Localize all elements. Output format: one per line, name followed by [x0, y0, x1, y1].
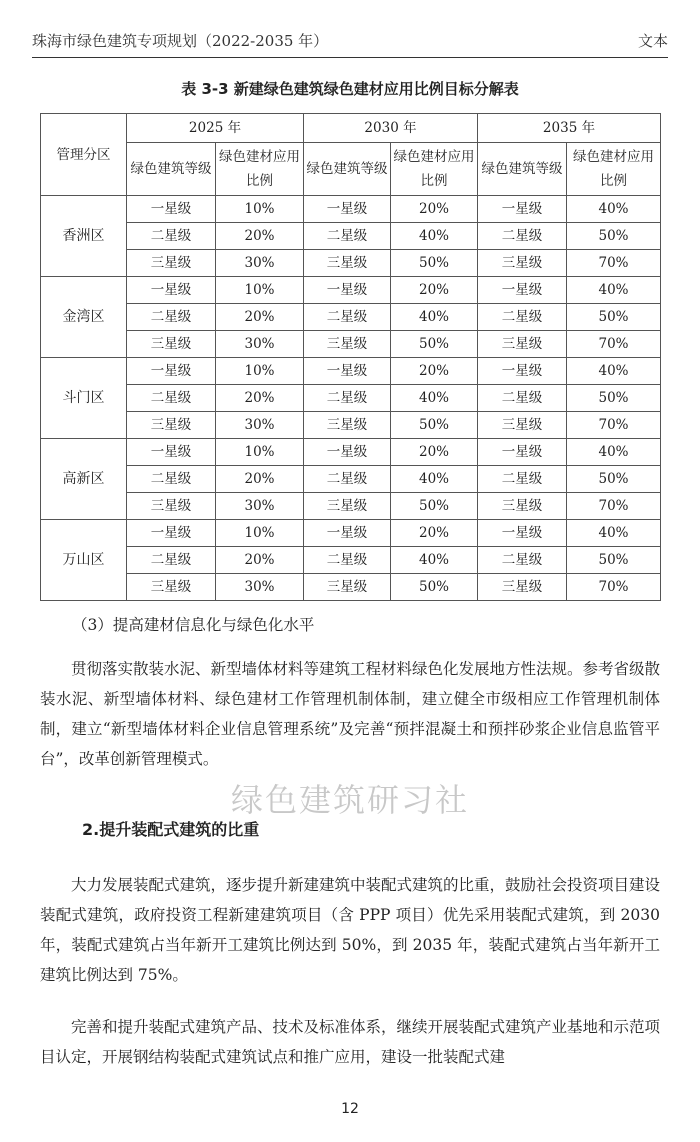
grade-cell: 三星级 [127, 331, 216, 358]
grade-cell: 三星级 [478, 574, 567, 601]
grade-cell: 二星级 [478, 304, 567, 331]
grade-cell: 二星级 [304, 304, 391, 331]
ratio-cell: 30% [216, 250, 304, 277]
ratio-cell: 20% [391, 439, 478, 466]
grade-cell: 二星级 [127, 304, 216, 331]
table-caption: 表 3-3 新建绿色建筑绿色建材应用比例目标分解表 [181, 80, 519, 98]
ratio-cell: 50% [391, 250, 478, 277]
table-row [41, 466, 661, 493]
ratio-cell: 50% [391, 574, 478, 601]
page-header [32, 28, 668, 58]
grade-cell: 一星级 [304, 520, 391, 547]
ratio-cell: 50% [567, 223, 661, 250]
ratio-cell: 50% [391, 331, 478, 358]
ratio-cell: 20% [391, 196, 478, 223]
ratio-cell: 40% [391, 385, 478, 412]
grade-cell: 三星级 [304, 331, 391, 358]
ratio-cell: 10% [216, 439, 304, 466]
ratio-cell: 10% [216, 358, 304, 385]
table-row [41, 331, 661, 358]
ratio-cell: 40% [391, 466, 478, 493]
table-row [41, 223, 661, 250]
ratio-cell: 40% [391, 304, 478, 331]
ratio-cell: 50% [391, 412, 478, 439]
table-row [41, 196, 661, 223]
header-section-label: 文本 [637, 32, 668, 50]
ratio-cell: 70% [567, 493, 661, 520]
grade-cell: 一星级 [127, 520, 216, 547]
ratio-cell: 20% [216, 304, 304, 331]
ratio-cell: 40% [567, 196, 661, 223]
ratio-cell: 10% [216, 277, 304, 304]
table-row [41, 358, 661, 385]
grade-cell: 三星级 [478, 493, 567, 520]
ratio-cell: 50% [567, 385, 661, 412]
ratio-cell: 30% [216, 574, 304, 601]
ratio-cell: 50% [567, 547, 661, 574]
ratio-cell: 70% [567, 574, 661, 601]
year-header-2035: 2035 年 [478, 114, 661, 143]
ratio-cell: 70% [567, 250, 661, 277]
ratio-cell: 10% [216, 520, 304, 547]
grade-cell: 二星级 [127, 547, 216, 574]
district-name-cell: 斗门区 [41, 358, 127, 439]
header-document-title: 珠海市绿色建筑专项规划（2022-2035 年） [32, 32, 329, 50]
grade-cell: 二星级 [478, 385, 567, 412]
grade-cell: 一星级 [127, 277, 216, 304]
district-name-cell: 高新区 [41, 439, 127, 520]
grade-cell: 二星级 [304, 385, 391, 412]
ratio-cell: 20% [391, 520, 478, 547]
ratio-cell: 20% [216, 223, 304, 250]
grade-cell: 一星级 [304, 358, 391, 385]
table-row [41, 304, 661, 331]
ratio-cell: 50% [567, 466, 661, 493]
ratio-column-header: 绿色建材应用比例 [216, 143, 304, 196]
grade-cell: 三星级 [127, 574, 216, 601]
target-breakdown-table [40, 113, 661, 601]
ratio-column-header: 绿色建材应用比例 [391, 143, 478, 196]
ratio-cell: 40% [567, 439, 661, 466]
page-number: 12 [341, 1101, 359, 1117]
grade-cell: 三星级 [478, 412, 567, 439]
ratio-cell: 40% [567, 277, 661, 304]
grade-cell: 三星级 [478, 331, 567, 358]
grade-cell: 二星级 [127, 466, 216, 493]
ratio-cell: 20% [216, 547, 304, 574]
district-name-cell: 万山区 [41, 520, 127, 601]
grade-cell: 三星级 [304, 493, 391, 520]
grade-cell: 二星级 [127, 223, 216, 250]
ratio-cell: 20% [391, 358, 478, 385]
grade-cell: 一星级 [127, 196, 216, 223]
year-header-2025: 2025 年 [127, 114, 304, 143]
ratio-cell: 40% [567, 520, 661, 547]
grade-cell: 一星级 [478, 520, 567, 547]
table-row [41, 547, 661, 574]
district-name-cell: 香洲区 [41, 196, 127, 277]
grade-cell: 二星级 [478, 223, 567, 250]
ratio-cell: 40% [567, 358, 661, 385]
subsection-heading: （3）提高建材信息化与绿色化水平 [72, 616, 315, 634]
grade-cell: 三星级 [478, 250, 567, 277]
ratio-cell: 30% [216, 331, 304, 358]
grade-cell: 二星级 [127, 385, 216, 412]
section-title: 2.提升装配式建筑的比重 [82, 820, 260, 839]
grade-cell: 二星级 [478, 466, 567, 493]
year-header-row [41, 114, 661, 143]
grade-cell: 三星级 [127, 412, 216, 439]
grade-cell: 一星级 [127, 439, 216, 466]
grade-cell: 二星级 [478, 547, 567, 574]
ratio-column-header: 绿色建材应用比例 [567, 143, 661, 196]
ratio-cell: 10% [216, 196, 304, 223]
ratio-cell: 50% [567, 304, 661, 331]
year-header-2030: 2030 年 [304, 114, 478, 143]
table-row [41, 439, 661, 466]
grade-cell: 三星级 [304, 574, 391, 601]
ratio-cell: 50% [391, 493, 478, 520]
ratio-cell: 30% [216, 493, 304, 520]
paragraph-prefab-targets: 大力发展装配式建筑，逐步提升新建建筑中装配式建筑的比重，鼓励社会投资项目建设装配式建筑，政府投资工程新建建筑项目（含 PPP 项目）优先采用装配式建筑，到 2030 年，装配式建筑占当年新开工建筑比例达到 50%，到 2035 年，装配式建筑占当年新开工建筑比例达到 75%。 [40, 876, 661, 984]
grade-cell: 一星级 [478, 358, 567, 385]
table-row [41, 520, 661, 547]
ratio-cell: 20% [216, 466, 304, 493]
ratio-cell: 70% [567, 331, 661, 358]
grade-cell: 一星级 [304, 439, 391, 466]
grade-cell: 三星级 [127, 250, 216, 277]
grade-cell: 一星级 [304, 196, 391, 223]
grade-cell: 三星级 [127, 493, 216, 520]
grade-cell: 二星级 [304, 223, 391, 250]
table-row [41, 493, 661, 520]
grade-column-header: 绿色建筑等级 [478, 143, 567, 196]
grade-column-header: 绿色建筑等级 [127, 143, 216, 196]
table-row [41, 250, 661, 277]
grade-cell: 一星级 [127, 358, 216, 385]
grade-cell: 一星级 [478, 277, 567, 304]
district-name-cell: 金湾区 [41, 277, 127, 358]
grade-cell: 三星级 [304, 250, 391, 277]
table-row [41, 574, 661, 601]
table-row [41, 385, 661, 412]
table-row [41, 277, 661, 304]
grade-cell: 一星级 [304, 277, 391, 304]
ratio-cell: 20% [216, 385, 304, 412]
grade-cell: 一星级 [478, 196, 567, 223]
column-header-row [41, 143, 661, 196]
ratio-cell: 20% [391, 277, 478, 304]
grade-cell: 一星级 [478, 439, 567, 466]
ratio-cell: 40% [391, 223, 478, 250]
paragraph-prefab-system: 完善和提升装配式建筑产品、技术及标准体系，继续开展装配式建筑产业基地和示范项目认定，开展钢结构装配式建筑试点和推广应用，建设一批装配式建 [40, 1018, 661, 1066]
ratio-cell: 30% [216, 412, 304, 439]
grade-cell: 二星级 [304, 466, 391, 493]
grade-cell: 二星级 [304, 547, 391, 574]
grade-cell: 三星级 [304, 412, 391, 439]
table-row [41, 412, 661, 439]
paragraph-materials-policy: 贯彻落实散装水泥、新型墙体材料等建筑工程材料绿色化发展地方性法规。参考省级散装水泥、新型墙体材料、绿色建材工作管理机制体制，建立健全市级相应工作管理机制体制，建立“新型墙体材料企业信息管理系统”及完善“预拌混凝土和预拌砂浆企业信息监管平台”，改革创新管理模式。 [40, 660, 661, 768]
watermark-text: 绿色建筑研习社 [230, 781, 469, 819]
grade-column-header: 绿色建筑等级 [304, 143, 391, 196]
ratio-cell: 40% [391, 547, 478, 574]
ratio-cell: 70% [567, 412, 661, 439]
table-body [41, 196, 661, 601]
district-column-header: 管理分区 [41, 114, 127, 196]
